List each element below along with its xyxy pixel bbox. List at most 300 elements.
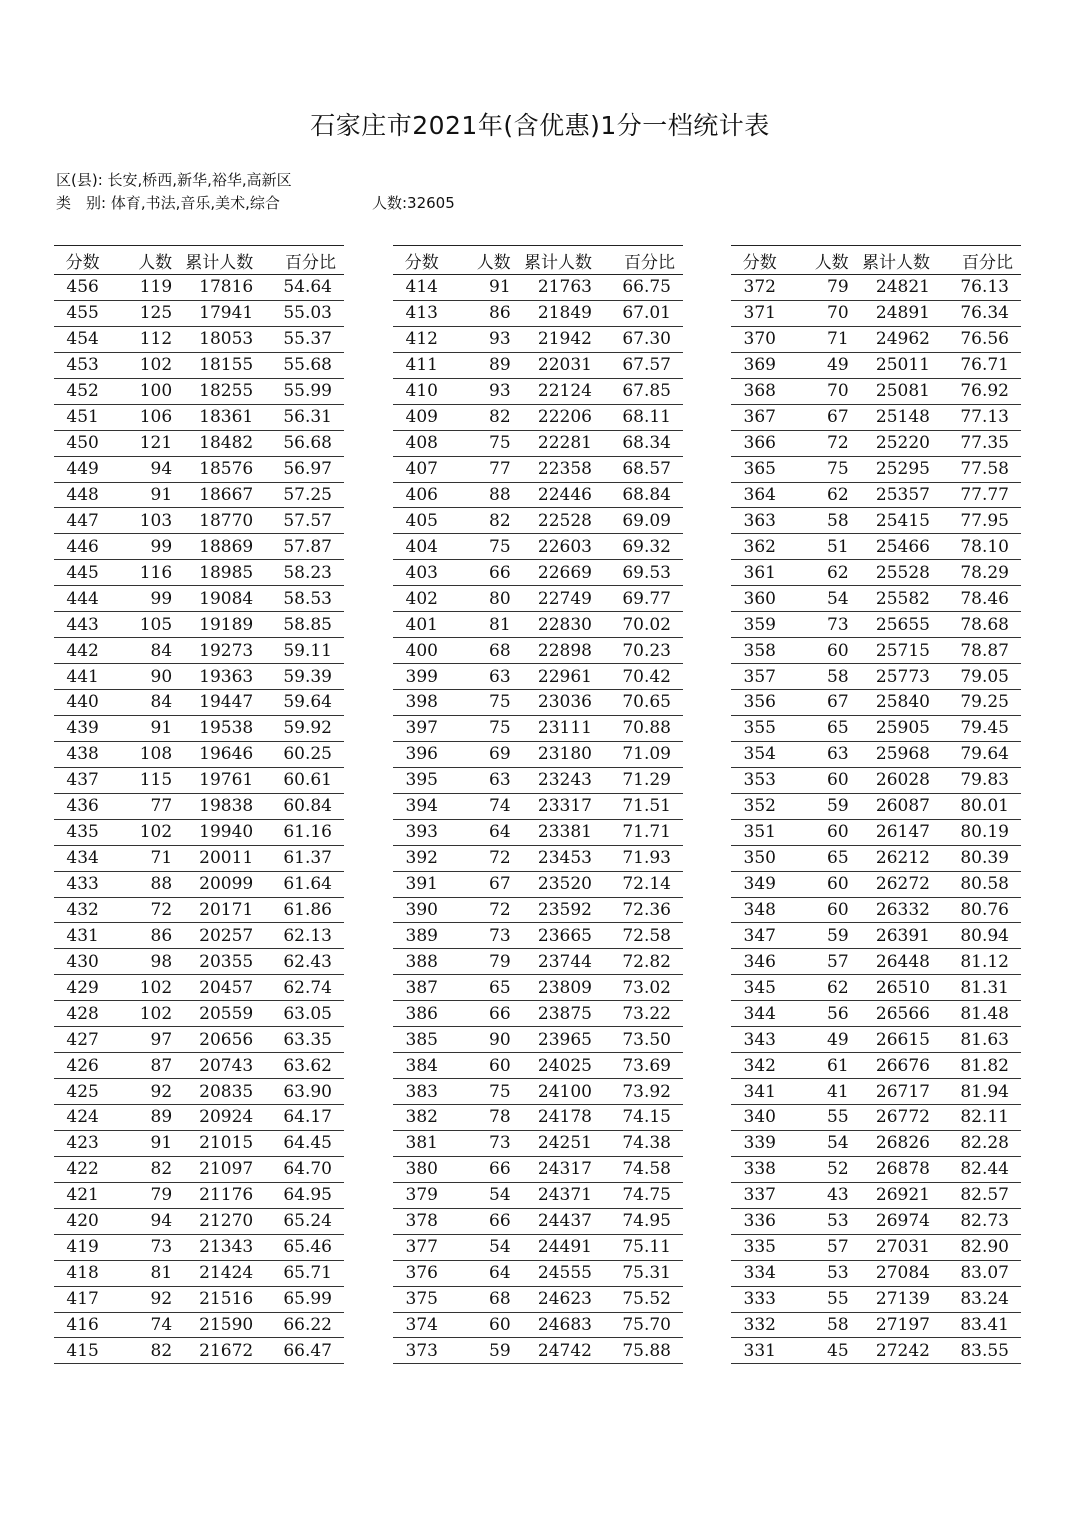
cell-percent: 72.14	[592, 871, 683, 897]
cell-count: 82	[111, 1338, 172, 1364]
cell-cumulative: 25081	[849, 378, 930, 404]
cell-percent: 74.38	[592, 1130, 683, 1156]
cell-count: 90	[451, 1027, 511, 1053]
cell-percent: 79.25	[930, 690, 1021, 716]
cell-cumulative: 23381	[511, 819, 592, 845]
cell-score: 406	[393, 482, 451, 508]
cell-count: 61	[789, 1053, 849, 1079]
cell-score: 355	[731, 715, 789, 741]
cell-cumulative: 20099	[172, 871, 253, 897]
cell-cumulative: 26087	[849, 793, 930, 819]
cell-score: 376	[393, 1260, 451, 1286]
header-count: 人数	[111, 246, 172, 275]
cell-score: 414	[393, 275, 451, 301]
table-row	[393, 923, 683, 949]
cell-percent: 70.23	[592, 638, 683, 664]
cell-count: 62	[789, 482, 849, 508]
cell-count: 68	[451, 1286, 511, 1312]
table-row	[393, 949, 683, 975]
table-row	[731, 638, 1021, 664]
cell-percent: 70.65	[592, 690, 683, 716]
cell-cumulative: 24437	[511, 1208, 592, 1234]
table-row	[731, 1260, 1021, 1286]
cell-cumulative: 20457	[172, 975, 253, 1001]
table-row	[54, 1312, 344, 1338]
cell-cumulative: 21590	[172, 1312, 253, 1338]
cell-score: 353	[731, 767, 789, 793]
cell-count: 66	[451, 1208, 511, 1234]
cell-cumulative: 25773	[849, 664, 930, 690]
score-table-2	[393, 245, 683, 1364]
cell-count: 60	[789, 767, 849, 793]
cell-percent: 80.39	[930, 845, 1021, 871]
cell-count: 82	[451, 404, 511, 430]
cell-cumulative: 19189	[172, 612, 253, 638]
cell-count: 75	[451, 534, 511, 560]
table-row	[54, 638, 344, 664]
cell-cumulative: 21270	[172, 1208, 253, 1234]
table-row	[393, 404, 683, 430]
table-row	[731, 508, 1021, 534]
cell-count: 79	[451, 949, 511, 975]
cell-percent: 70.02	[592, 612, 683, 638]
table-row	[54, 871, 344, 897]
cell-percent: 80.94	[930, 923, 1021, 949]
table-row	[393, 1105, 683, 1131]
cell-count: 75	[451, 1079, 511, 1105]
cell-cumulative: 26921	[849, 1182, 930, 1208]
cell-score: 369	[731, 352, 789, 378]
cell-cumulative: 24623	[511, 1286, 592, 1312]
table-row	[393, 1312, 683, 1338]
cell-score: 336	[731, 1208, 789, 1234]
cell-count: 74	[111, 1312, 172, 1338]
table-row	[54, 1182, 344, 1208]
cell-count: 63	[451, 664, 511, 690]
cell-count: 60	[789, 897, 849, 923]
cell-percent: 61.37	[253, 845, 344, 871]
cell-cumulative: 19273	[172, 638, 253, 664]
cell-cumulative: 19838	[172, 793, 253, 819]
cell-score: 401	[393, 612, 451, 638]
cell-cumulative: 27139	[849, 1286, 930, 1312]
table-row	[393, 845, 683, 871]
table-row	[54, 456, 344, 482]
cell-cumulative: 20743	[172, 1053, 253, 1079]
cell-score: 402	[393, 586, 451, 612]
cell-score: 352	[731, 793, 789, 819]
cell-cumulative: 21343	[172, 1234, 253, 1260]
cell-percent: 83.07	[930, 1260, 1021, 1286]
cell-percent: 76.56	[930, 326, 1021, 352]
cell-percent: 75.11	[592, 1234, 683, 1260]
header-percent: 百分比	[592, 246, 683, 275]
cell-cumulative: 24683	[511, 1312, 592, 1338]
table-row	[54, 1260, 344, 1286]
total-count: 人数:32605	[372, 194, 455, 212]
table-row	[393, 586, 683, 612]
cell-count: 86	[111, 923, 172, 949]
cell-percent: 79.45	[930, 715, 1021, 741]
cell-count: 41	[789, 1079, 849, 1105]
header-cumulative: 累计人数	[172, 246, 253, 275]
cell-cumulative: 22961	[511, 664, 592, 690]
table-row	[54, 586, 344, 612]
cell-percent: 82.57	[930, 1182, 1021, 1208]
cell-count: 102	[111, 1001, 172, 1027]
cell-count: 105	[111, 612, 172, 638]
cell-cumulative: 26566	[849, 1001, 930, 1027]
cell-count: 62	[789, 560, 849, 586]
cell-count: 102	[111, 819, 172, 845]
cell-score: 345	[731, 975, 789, 1001]
cell-cumulative: 26717	[849, 1079, 930, 1105]
cell-cumulative: 19940	[172, 819, 253, 845]
cell-count: 66	[451, 1156, 511, 1182]
cell-score: 426	[54, 1053, 111, 1079]
cell-count: 90	[111, 664, 172, 690]
cell-count: 94	[111, 1208, 172, 1234]
cell-percent: 56.97	[253, 456, 344, 482]
table-row	[54, 949, 344, 975]
table-row	[393, 741, 683, 767]
table-row	[54, 612, 344, 638]
cell-percent: 76.34	[930, 300, 1021, 326]
table-row	[731, 1156, 1021, 1182]
cell-percent: 58.85	[253, 612, 344, 638]
header-score: 分数	[54, 246, 111, 275]
header-cumulative: 累计人数	[849, 246, 930, 275]
category-line	[56, 192, 455, 213]
cell-count: 52	[789, 1156, 849, 1182]
cell-count: 64	[451, 819, 511, 845]
table-row	[393, 560, 683, 586]
table-row	[393, 1079, 683, 1105]
cell-cumulative: 25466	[849, 534, 930, 560]
cell-score: 359	[731, 612, 789, 638]
cell-score: 366	[731, 430, 789, 456]
cell-cumulative: 22603	[511, 534, 592, 560]
cell-cumulative: 23036	[511, 690, 592, 716]
cell-percent: 71.93	[592, 845, 683, 871]
table-row	[731, 378, 1021, 404]
cell-percent: 57.57	[253, 508, 344, 534]
cell-count: 67	[789, 690, 849, 716]
table-row	[54, 430, 344, 456]
cell-score: 344	[731, 1001, 789, 1027]
cell-count: 89	[451, 352, 511, 378]
table-row	[54, 482, 344, 508]
cell-count: 54	[789, 586, 849, 612]
cell-cumulative: 25011	[849, 352, 930, 378]
table-row	[731, 1208, 1021, 1234]
cell-count: 73	[451, 1130, 511, 1156]
cell-percent: 65.24	[253, 1208, 344, 1234]
cell-percent: 74.58	[592, 1156, 683, 1182]
cell-count: 72	[451, 845, 511, 871]
cell-cumulative: 23317	[511, 793, 592, 819]
cell-cumulative: 23875	[511, 1001, 592, 1027]
cell-score: 394	[393, 793, 451, 819]
cell-percent: 60.25	[253, 741, 344, 767]
cell-count: 66	[451, 1001, 511, 1027]
cell-cumulative: 20171	[172, 897, 253, 923]
cell-score: 452	[54, 378, 111, 404]
cell-count: 56	[789, 1001, 849, 1027]
cell-percent: 64.45	[253, 1130, 344, 1156]
cell-count: 119	[111, 275, 172, 301]
cell-count: 87	[111, 1053, 172, 1079]
cell-score: 454	[54, 326, 111, 352]
cell-cumulative: 25840	[849, 690, 930, 716]
cell-score: 453	[54, 352, 111, 378]
table-row	[54, 690, 344, 716]
cell-score: 417	[54, 1286, 111, 1312]
cell-score: 408	[393, 430, 451, 456]
cell-cumulative: 23453	[511, 845, 592, 871]
cell-cumulative: 22124	[511, 378, 592, 404]
table-row	[54, 897, 344, 923]
cell-score: 425	[54, 1079, 111, 1105]
cell-cumulative: 26772	[849, 1105, 930, 1131]
table-row	[393, 1182, 683, 1208]
cell-count: 60	[789, 819, 849, 845]
cell-cumulative: 23809	[511, 975, 592, 1001]
cell-percent: 68.11	[592, 404, 683, 430]
table-row	[393, 1260, 683, 1286]
cell-score: 332	[731, 1312, 789, 1338]
cell-count: 60	[789, 638, 849, 664]
cell-score: 373	[393, 1338, 451, 1364]
cell-cumulative: 21424	[172, 1260, 253, 1286]
table-row	[731, 897, 1021, 923]
cell-score: 335	[731, 1234, 789, 1260]
cell-cumulative: 25715	[849, 638, 930, 664]
cell-percent: 74.75	[592, 1182, 683, 1208]
cell-percent: 63.05	[253, 1001, 344, 1027]
cell-count: 75	[451, 690, 511, 716]
cell-cumulative: 19761	[172, 767, 253, 793]
table-row	[393, 664, 683, 690]
cell-score: 351	[731, 819, 789, 845]
cell-percent: 81.63	[930, 1027, 1021, 1053]
cell-count: 93	[451, 378, 511, 404]
cell-count: 62	[789, 975, 849, 1001]
cell-cumulative: 24317	[511, 1156, 592, 1182]
cell-cumulative: 22281	[511, 430, 592, 456]
table-row	[731, 715, 1021, 741]
table-row	[393, 456, 683, 482]
cell-count: 98	[111, 949, 172, 975]
table-row	[54, 1079, 344, 1105]
cell-score: 339	[731, 1130, 789, 1156]
cell-percent: 68.34	[592, 430, 683, 456]
table-row	[731, 819, 1021, 845]
cell-count: 86	[451, 300, 511, 326]
cell-score: 455	[54, 300, 111, 326]
table-row	[731, 1234, 1021, 1260]
cell-count: 91	[111, 1130, 172, 1156]
cell-score: 451	[54, 404, 111, 430]
cell-percent: 78.68	[930, 612, 1021, 638]
cell-score: 363	[731, 508, 789, 534]
cell-count: 79	[111, 1182, 172, 1208]
cell-count: 74	[451, 793, 511, 819]
cell-cumulative: 18053	[172, 326, 253, 352]
table-row	[393, 1208, 683, 1234]
table-row	[393, 1053, 683, 1079]
table-row	[393, 690, 683, 716]
cell-score: 390	[393, 897, 451, 923]
cell-percent: 73.50	[592, 1027, 683, 1053]
header-cumulative: 累计人数	[511, 246, 592, 275]
cell-percent: 64.95	[253, 1182, 344, 1208]
cell-cumulative: 20011	[172, 845, 253, 871]
cell-cumulative: 18576	[172, 456, 253, 482]
cell-cumulative: 18770	[172, 508, 253, 534]
cell-count: 49	[789, 1027, 849, 1053]
cell-percent: 55.68	[253, 352, 344, 378]
cell-count: 63	[789, 741, 849, 767]
cell-cumulative: 26615	[849, 1027, 930, 1053]
cell-count: 89	[111, 1105, 172, 1131]
cell-percent: 81.31	[930, 975, 1021, 1001]
cell-score: 444	[54, 586, 111, 612]
cell-cumulative: 20656	[172, 1027, 253, 1053]
cell-count: 77	[451, 456, 511, 482]
cell-percent: 59.39	[253, 664, 344, 690]
cell-count: 49	[789, 352, 849, 378]
cell-score: 333	[731, 1286, 789, 1312]
table-row	[54, 1208, 344, 1234]
table-row	[731, 1182, 1021, 1208]
header-percent: 百分比	[930, 246, 1021, 275]
cell-cumulative: 23520	[511, 871, 592, 897]
cell-cumulative: 24251	[511, 1130, 592, 1156]
cell-score: 346	[731, 949, 789, 975]
cell-score: 398	[393, 690, 451, 716]
cell-score: 422	[54, 1156, 111, 1182]
cell-score: 342	[731, 1053, 789, 1079]
cell-score: 429	[54, 975, 111, 1001]
cell-score: 381	[393, 1130, 451, 1156]
cell-cumulative: 22830	[511, 612, 592, 638]
cell-cumulative: 18869	[172, 534, 253, 560]
cell-count: 66	[451, 560, 511, 586]
cell-percent: 74.95	[592, 1208, 683, 1234]
table-row	[54, 715, 344, 741]
cell-cumulative: 25295	[849, 456, 930, 482]
table-row	[393, 793, 683, 819]
cell-count: 45	[789, 1338, 849, 1364]
cell-score: 350	[731, 845, 789, 871]
cell-percent: 76.92	[930, 378, 1021, 404]
table-row	[393, 300, 683, 326]
table-row	[393, 871, 683, 897]
cell-percent: 69.53	[592, 560, 683, 586]
cell-cumulative: 20924	[172, 1105, 253, 1131]
cell-score: 416	[54, 1312, 111, 1338]
table-row	[731, 949, 1021, 975]
cell-count: 102	[111, 975, 172, 1001]
cell-percent: 80.01	[930, 793, 1021, 819]
cell-percent: 82.11	[930, 1105, 1021, 1131]
table-row	[54, 664, 344, 690]
cell-percent: 69.32	[592, 534, 683, 560]
cell-cumulative: 25528	[849, 560, 930, 586]
table-row	[54, 1053, 344, 1079]
table-row	[393, 1130, 683, 1156]
cell-cumulative: 27084	[849, 1260, 930, 1286]
cell-count: 125	[111, 300, 172, 326]
cell-score: 380	[393, 1156, 451, 1182]
table-row	[731, 1053, 1021, 1079]
cell-count: 115	[111, 767, 172, 793]
cell-score: 334	[731, 1260, 789, 1286]
cell-score: 341	[731, 1079, 789, 1105]
cell-cumulative: 19538	[172, 715, 253, 741]
cell-percent: 71.71	[592, 819, 683, 845]
table-row	[54, 275, 344, 301]
cell-score: 337	[731, 1182, 789, 1208]
cell-percent: 61.86	[253, 897, 344, 923]
cell-percent: 68.84	[592, 482, 683, 508]
cell-score: 447	[54, 508, 111, 534]
cell-percent: 62.13	[253, 923, 344, 949]
table-row	[731, 430, 1021, 456]
cell-score: 338	[731, 1156, 789, 1182]
cell-percent: 64.70	[253, 1156, 344, 1182]
cell-count: 63	[451, 767, 511, 793]
cell-percent: 78.29	[930, 560, 1021, 586]
cell-percent: 59.11	[253, 638, 344, 664]
cell-count: 68	[451, 638, 511, 664]
table-row	[54, 923, 344, 949]
table-row	[54, 508, 344, 534]
cell-cumulative: 22749	[511, 586, 592, 612]
cell-count: 92	[111, 1286, 172, 1312]
cell-score: 362	[731, 534, 789, 560]
cell-cumulative: 27031	[849, 1234, 930, 1260]
cell-score: 379	[393, 1182, 451, 1208]
table-row	[54, 560, 344, 586]
table-row	[393, 767, 683, 793]
cell-cumulative: 24025	[511, 1053, 592, 1079]
cell-percent: 75.70	[592, 1312, 683, 1338]
cell-percent: 77.95	[930, 508, 1021, 534]
cell-percent: 67.85	[592, 378, 683, 404]
cell-cumulative: 25148	[849, 404, 930, 430]
cell-score: 384	[393, 1053, 451, 1079]
cell-score: 382	[393, 1105, 451, 1131]
cell-score: 438	[54, 741, 111, 767]
table-row	[54, 819, 344, 845]
cell-count: 94	[111, 456, 172, 482]
cell-percent: 65.99	[253, 1286, 344, 1312]
cell-percent: 77.35	[930, 430, 1021, 456]
cell-count: 67	[789, 404, 849, 430]
cell-cumulative: 18482	[172, 430, 253, 456]
cell-percent: 66.47	[253, 1338, 344, 1364]
cell-count: 116	[111, 560, 172, 586]
cell-count: 91	[451, 275, 511, 301]
cell-percent: 76.13	[930, 275, 1021, 301]
table-row	[393, 352, 683, 378]
cell-cumulative: 20257	[172, 923, 253, 949]
cell-cumulative: 21516	[172, 1286, 253, 1312]
table-row	[731, 767, 1021, 793]
cell-score: 383	[393, 1079, 451, 1105]
